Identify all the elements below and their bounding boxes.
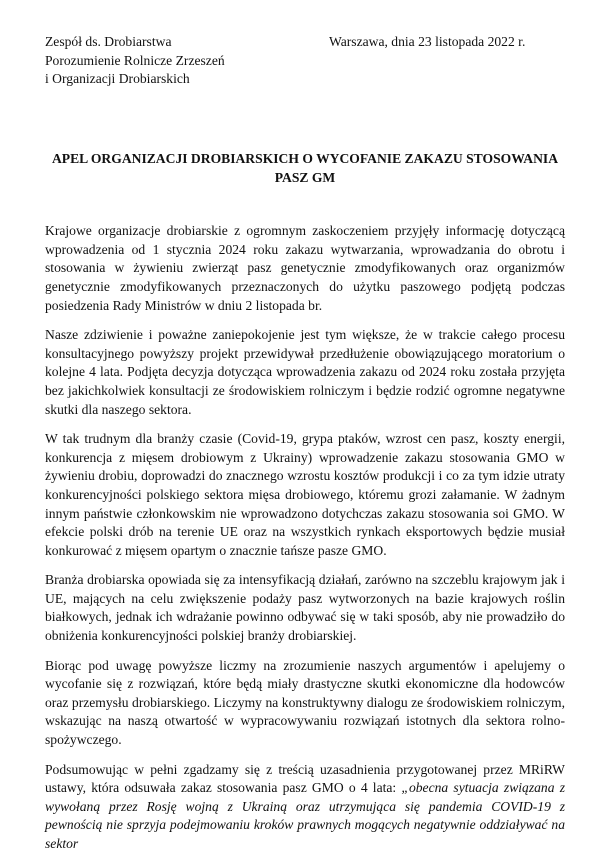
summary-text: Podsumowując w pełni zgadzamy się z treścią uzasadnienia przygotowanej przez MRiRW ustawy, która odsuwała zakaz stosowania pasz GMO o 4 lata: (45, 761, 565, 796)
paragraph: Branża drobiarska opowiada się za intensyfikacją działań, zarówno na szczeblu krajowym jak i UE, mających na celu zwiększenie podaży pasz wytworzonych na bazie krajowych roślin białkowych, jednak ich wdrażanie powinno odbywać się w taki sposób, aby nie prowadziło do obniżenia konkurencyjności polskiej branży drobiarskiej. (45, 572, 565, 644)
sender-block (45, 33, 225, 89)
paragraph: Biorąc pod uwagę powyższe liczmy na zrozumienie naszych argumentów i apelujemy o wycofanie się z rozwiązań, które będą miały drastyczne skutki ekonomiczne dla hodowców oraz przemysłu drobiarskiego. Liczymy na konstruktywny dialogu ze środowiskiem rolniczym, wskazując na naszą otwartość w wypracowywaniu rozwiązań istotnych dla sektora rolno-spożywczego. (45, 657, 565, 748)
letter-header (45, 33, 565, 93)
paragraph: Nasze zdziwienie i poważne zaniepokojenie jest tym większe, że w trakcie całego procesu konsultacyjnego powyższy projekt przewidywał przedłużenie obowiązującego moratorium o kolejne 4 lata. Podjęta decyzja dotycząca wprowadzenia zakazu od 2024 roku została przyjęta bez jakichkolwiek konsultacji ze środowiskiem rolniczym i będzie rodzić ogromne negatywne skutki dla naszego sektora. (45, 327, 565, 417)
sender-line: Porozumienie Rolnicze Zrzeszeń (45, 52, 225, 68)
sender-line: i Organizacji Drobiarskich (45, 71, 190, 87)
document-page (45, 0, 565, 865)
paragraph-summary (45, 761, 565, 854)
paragraph: Krajowe organizacje drobiarskie z ogromnym zaskoczeniem przyjęły informację dotyczącą wprowadzenia od 1 stycznia 2024 roku zakazu wytwarzania, wprowadzania do obrotu i stosowania w żywieniu zwierząt pasz genetycznie zmodyfikowanych oraz organizmów genetycznie zmodyfikowanych przeznaczonych do użytku paszowego podjętą podczas posiedzenia Rady Ministrów w dniu 2 listopada br. (45, 223, 565, 313)
summary-quote: „obecna sytuacja związana z wywołaną przez Rosję wojną z Ukrainą oraz utrzymująca się pandemia COVID-19 z pewnością nie sprzyja podejmowaniu kroków prawnych mogących negatywnie oddziaływać na sektor (45, 780, 565, 851)
paragraph: W tak trudnym dla branży czasie (Covid-19, grypa ptaków, wzrost cen pasz, koszty energii, konkurencja z mięsem drobiowym z Ukrainy) wprowadzenie zakazu stosowania GMO w żywieniu drobiu, doprowadzi do znacznego wzrostu kosztów produkcji i co za tym idzie utraty konkurencyjności polskiego sektora mięsa drobiowego, któremu grozi załamanie. W żadnym innym państwie członkowskim nie wprowadzono dotychczas zakazu stosowania soi GMO. W efekcie polski drób na terenie UE oraz na wszystkich rynkach eksportowych będzie musiał konkurować z mięsem opartym o znacznie tańsze pasze GMO. (45, 431, 565, 558)
sender-line: Zespół ds. Drobiarstwa (45, 34, 172, 49)
document-body (45, 222, 565, 853)
document-title: APEL ORGANIZACJI DROBIARSKICH O WYCOFANIE ZAKAZU STOSOWANIA PASZ GM (51, 151, 559, 185)
date-line: Warszawa, dnia 23 listopada 2022 r. (329, 34, 526, 49)
